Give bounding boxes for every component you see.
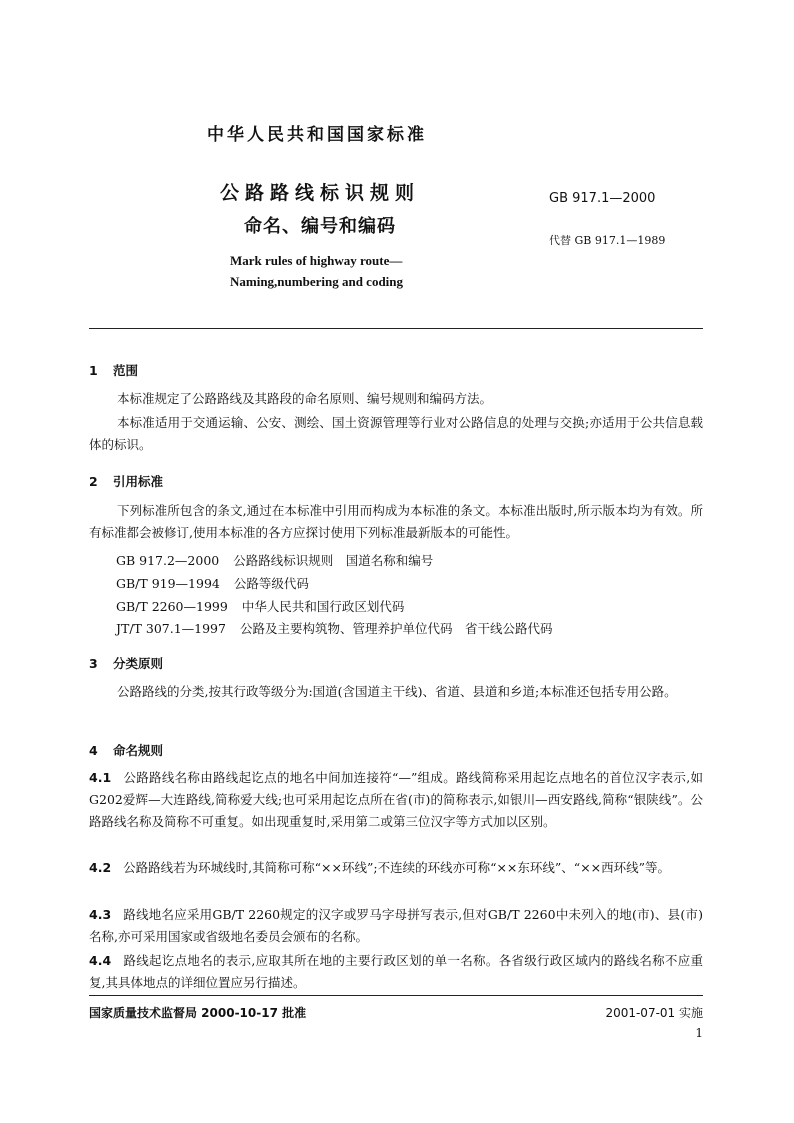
clause	[89, 904, 703, 948]
reference-code: GB/T 2260—1999	[116, 599, 228, 614]
section-number: 3	[89, 656, 98, 671]
paragraph: 下列标准所包含的条文,通过在本标准中引用而构成为本标准的条文。本标准出版时,所示版本均为有效。所有标准都会被修订,使用本标准的各方应探讨使用下列标准最新版本的可能性。	[89, 503, 703, 540]
english-title-line-2: Naming,numbering and coding	[230, 274, 404, 289]
paragraph: 本标准规定了公路路线及其路段的命名原则、编号规则和编码方法。	[117, 391, 493, 406]
paragraph: 本标准适用于交通运输、公安、测绘、国土资源管理等行业对公路信息的处理与交换;亦适用于公共信息载体的标识。	[89, 415, 703, 452]
reference-item	[116, 597, 404, 615]
clause-text: 公路路线名称由路线起讫点的地名中间加连接符“—”组成。路线简称采用起讫点地名的首位汉字表示,如G202爱辉—大连路线,简称爱大线;也可采用起讫点所在省(市)的简称表示,如银川—西安路线,简称“银陕线”。公路路线名称及简称不可重复。如出现重复时,采用第二或第三位汉字等方式加以区别。	[89, 770, 703, 829]
section-heading	[89, 654, 163, 672]
header-divider	[89, 328, 703, 329]
reference-code: GB/T 919—1994	[116, 576, 220, 591]
clause-number: 4.3	[89, 907, 112, 922]
reference-title: 公路路线标识规则 国道名称和编号	[233, 553, 434, 568]
clause	[89, 767, 703, 833]
reference-title: 公路及主要构筑物、管理养护单位代码 省干线公路代码	[239, 621, 553, 636]
standard-code: GB 917.1—2000	[549, 191, 656, 206]
section-number: 1	[89, 363, 98, 378]
section-heading	[89, 361, 138, 379]
clause-number: 4.4	[89, 953, 112, 968]
reference-item	[116, 619, 552, 637]
replaces-standard: 代替 GB 917.1—1989	[549, 234, 666, 247]
section-number: 2	[89, 474, 98, 489]
reference-title: 公路等级代码	[233, 576, 309, 591]
clause-text: 路线起讫点地名的表示,应取其所在地的主要行政区划的单一名称。各省级行政区域内的路线名称不应重复,其具体地点的详细位置应另行描述。	[89, 953, 703, 990]
clause	[89, 857, 703, 879]
document-subtitle: 命名、编号和编码	[244, 216, 396, 237]
clause	[89, 950, 703, 994]
reference-title: 中华人民共和国行政区划代码	[241, 599, 405, 614]
effective-date: 2001-07-01 实施	[605, 1006, 703, 1020]
paragraph: 公路路线的分类,按其行政等级分为:国道(含国道主干线)、省道、县道和乡道;本标准还包括专用公路。	[117, 684, 677, 699]
clause-text: 公路路线若为环城线时,其简称可称“××环线”;不连续的环线亦可称“××东环线”、“××西环线”等。	[123, 860, 671, 875]
section-title: 范围	[113, 363, 139, 378]
clause-number: 4.1	[89, 770, 112, 785]
clause-number: 4.2	[89, 860, 112, 875]
footer-divider	[89, 995, 703, 996]
reference-item	[116, 574, 309, 592]
english-title-line-1: Mark rules of highway route—	[230, 253, 403, 268]
reference-code: GB 917.2—2000	[116, 553, 220, 568]
section-number: 4	[89, 743, 98, 758]
section-heading	[89, 741, 163, 759]
national-standard-title: 中华人民共和国国家标准	[207, 125, 427, 145]
section-title: 分类原则	[113, 656, 164, 671]
page-number: 1	[695, 1026, 703, 1040]
reference-item	[116, 551, 433, 569]
reference-code: JT/T 307.1—1997	[116, 621, 226, 636]
approval-info: 国家质量技术监督局 2000-10-17 批准	[89, 1006, 307, 1020]
clause-text: 路线地名应采用GB/T 2260规定的汉字或罗马字母拼写表示,但对GB/T 2260中未列入的地(市)、县(市)名称,亦可采用国家或省级地名委员会颁布的名称。	[89, 907, 703, 944]
section-heading	[89, 472, 163, 490]
section-title: 引用标准	[113, 474, 164, 489]
section-title: 命名规则	[113, 743, 164, 758]
document-title: 公路路线标识规则	[219, 182, 420, 204]
